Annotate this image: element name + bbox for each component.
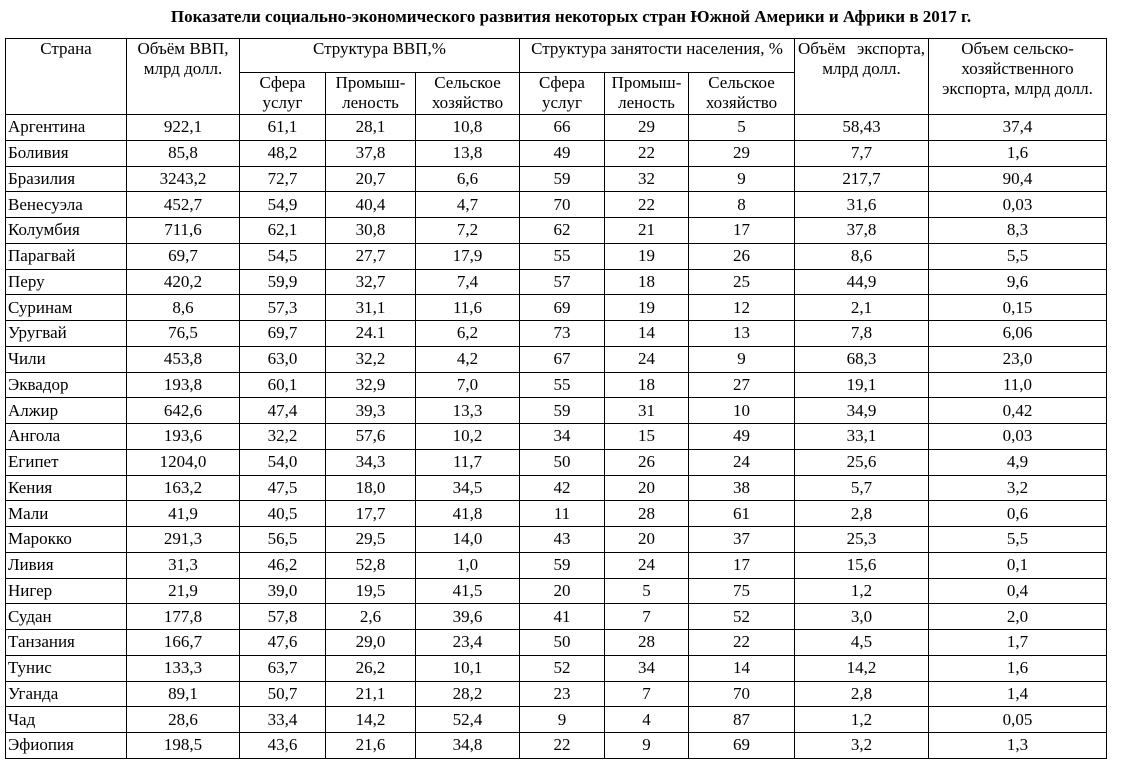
country-cell: Марокко [6,527,127,553]
emp-industry-cell: 28 [605,501,689,527]
emp-industry-cell: 21 [605,218,689,244]
country-cell: Ангола [6,424,127,450]
gdp-cell: 193,6 [127,424,240,450]
emp-industry-cell: 32 [605,166,689,192]
emp-agriculture-cell: 75 [689,578,795,604]
country-cell: Суринам [6,295,127,321]
gdp-industry-cell: 32,7 [326,269,416,295]
gdp-services-cell: 60,1 [240,372,326,398]
emp-services-cell: 57 [520,269,605,295]
emp-industry-cell: 15 [605,424,689,450]
country-cell: Бразилия [6,166,127,192]
agri-export-cell: 8,3 [929,218,1107,244]
emp-agriculture-cell: 13 [689,321,795,347]
agri-export-cell: 0,1 [929,552,1107,578]
gdp-services-cell: 56,5 [240,527,326,553]
emp-services-cell: 20 [520,578,605,604]
emp-agriculture-cell: 29 [689,140,795,166]
emp-agriculture-cell: 61 [689,501,795,527]
table-row [6,166,1107,192]
table-row [6,501,1107,527]
emp-industry-cell: 19 [605,295,689,321]
gdp-agriculture-cell: 7,4 [416,269,520,295]
gdp-agriculture-cell: 39,6 [416,604,520,630]
agri-export-cell: 2,0 [929,604,1107,630]
emp-services-cell: 42 [520,475,605,501]
gdp-services-cell: 63,0 [240,346,326,372]
table-row [6,218,1107,244]
gdp-agriculture-cell: 13,8 [416,140,520,166]
emp-agriculture-cell: 17 [689,552,795,578]
emp-services-cell: 49 [520,140,605,166]
export-cell: 217,7 [795,166,929,192]
table-row [6,604,1107,630]
gdp-services-cell: 32,2 [240,424,326,450]
header-export: Объём экспорта, млрд долл. [795,39,929,115]
emp-industry-cell: 22 [605,140,689,166]
emp-industry-cell: 20 [605,527,689,553]
country-cell: Эквадор [6,372,127,398]
header-agri-export: Объем сельско-хозяйственного экспорта, млрд долл. [929,39,1107,115]
emp-industry-cell: 26 [605,449,689,475]
header-emp-agriculture: Сельское хозяйство [689,73,795,115]
table-row [6,115,1107,141]
export-cell: 33,1 [795,424,929,450]
export-cell: 1,2 [795,707,929,733]
gdp-industry-cell: 34,3 [326,449,416,475]
gdp-industry-cell: 39,3 [326,398,416,424]
emp-services-cell: 11 [520,501,605,527]
gdp-industry-cell: 26,2 [326,655,416,681]
country-cell: Ливия [6,552,127,578]
gdp-cell: 31,3 [127,552,240,578]
gdp-cell: 8,6 [127,295,240,321]
gdp-industry-cell: 21,1 [326,681,416,707]
gdp-services-cell: 40,5 [240,501,326,527]
gdp-cell: 420,2 [127,269,240,295]
gdp-industry-cell: 20,7 [326,166,416,192]
gdp-agriculture-cell: 7,2 [416,218,520,244]
emp-services-cell: 22 [520,733,605,759]
country-cell: Египет [6,449,127,475]
emp-services-cell: 55 [520,372,605,398]
country-cell: Алжир [6,398,127,424]
gdp-industry-cell: 32,9 [326,372,416,398]
gdp-industry-cell: 21,6 [326,733,416,759]
export-cell: 7,8 [795,321,929,347]
gdp-services-cell: 54,5 [240,243,326,269]
page-title: Показатели социально-экономического развития некоторых стран Южной Америки и Африки в 2017 г. [170,7,972,26]
emp-services-cell: 59 [520,166,605,192]
gdp-cell: 166,7 [127,630,240,656]
agri-export-cell: 9,6 [929,269,1107,295]
gdp-industry-cell: 30,8 [326,218,416,244]
emp-agriculture-cell: 26 [689,243,795,269]
country-cell: Уругвай [6,321,127,347]
gdp-agriculture-cell: 14,0 [416,527,520,553]
header-emp-industry: Промыш-леность [605,73,689,115]
gdp-agriculture-cell: 6,6 [416,166,520,192]
agri-export-cell: 6,06 [929,321,1107,347]
country-cell: Боливия [6,140,127,166]
gdp-services-cell: 61,1 [240,115,326,141]
export-cell: 34,9 [795,398,929,424]
gdp-agriculture-cell: 13,3 [416,398,520,424]
emp-industry-cell: 18 [605,269,689,295]
country-cell: Колумбия [6,218,127,244]
emp-services-cell: 69 [520,295,605,321]
emp-industry-cell: 29 [605,115,689,141]
agri-export-cell: 5,5 [929,527,1107,553]
country-cell: Чили [6,346,127,372]
table-row [6,140,1107,166]
gdp-cell: 133,3 [127,655,240,681]
gdp-industry-cell: 27,7 [326,243,416,269]
table-row [6,630,1107,656]
emp-industry-cell: 24 [605,552,689,578]
agri-export-cell: 11,0 [929,372,1107,398]
gdp-agriculture-cell: 23,4 [416,630,520,656]
emp-agriculture-cell: 12 [689,295,795,321]
emp-industry-cell: 5 [605,578,689,604]
emp-agriculture-cell: 9 [689,346,795,372]
table-row [6,733,1107,759]
export-cell: 8,6 [795,243,929,269]
emp-services-cell: 50 [520,630,605,656]
gdp-industry-cell: 29,5 [326,527,416,553]
gdp-services-cell: 46,2 [240,552,326,578]
header-gdp-structure: Структура ВВП,% [240,39,520,73]
gdp-industry-cell: 31,1 [326,295,416,321]
gdp-agriculture-cell: 7,0 [416,372,520,398]
gdp-services-cell: 47,6 [240,630,326,656]
table-row [6,398,1107,424]
gdp-cell: 3243,2 [127,166,240,192]
gdp-services-cell: 57,8 [240,604,326,630]
gdp-services-cell: 48,2 [240,140,326,166]
emp-services-cell: 62 [520,218,605,244]
export-cell: 31,6 [795,192,929,218]
gdp-services-cell: 47,5 [240,475,326,501]
emp-agriculture-cell: 25 [689,269,795,295]
export-cell: 3,2 [795,733,929,759]
emp-industry-cell: 7 [605,681,689,707]
emp-industry-cell: 14 [605,321,689,347]
gdp-services-cell: 54,0 [240,449,326,475]
agri-export-cell: 0,4 [929,578,1107,604]
gdp-agriculture-cell: 6,2 [416,321,520,347]
emp-agriculture-cell: 38 [689,475,795,501]
gdp-services-cell: 63,7 [240,655,326,681]
export-cell: 7,7 [795,140,929,166]
gdp-services-cell: 50,7 [240,681,326,707]
gdp-cell: 21,9 [127,578,240,604]
gdp-agriculture-cell: 11,7 [416,449,520,475]
agri-export-cell: 0,05 [929,707,1107,733]
country-cell: Уганда [6,681,127,707]
emp-services-cell: 43 [520,527,605,553]
gdp-services-cell: 57,3 [240,295,326,321]
gdp-cell: 711,6 [127,218,240,244]
export-cell: 4,5 [795,630,929,656]
export-cell: 1,2 [795,578,929,604]
agri-export-cell: 0,03 [929,424,1107,450]
export-cell: 5,7 [795,475,929,501]
emp-agriculture-cell: 10 [689,398,795,424]
table-row [6,655,1107,681]
export-cell: 2,1 [795,295,929,321]
country-cell: Венесуэла [6,192,127,218]
agri-export-cell: 1,6 [929,655,1107,681]
emp-services-cell: 55 [520,243,605,269]
gdp-cell: 69,7 [127,243,240,269]
agri-export-cell: 4,9 [929,449,1107,475]
gdp-agriculture-cell: 28,2 [416,681,520,707]
emp-services-cell: 34 [520,424,605,450]
table-row [6,552,1107,578]
table-row [6,192,1107,218]
gdp-industry-cell: 52,8 [326,552,416,578]
country-cell: Мали [6,501,127,527]
gdp-services-cell: 33,4 [240,707,326,733]
gdp-cell: 193,8 [127,372,240,398]
country-cell: Аргентина [6,115,127,141]
emp-services-cell: 52 [520,655,605,681]
agri-export-cell: 1,4 [929,681,1107,707]
gdp-cell: 89,1 [127,681,240,707]
gdp-cell: 642,6 [127,398,240,424]
country-cell: Перу [6,269,127,295]
gdp-industry-cell: 18,0 [326,475,416,501]
agri-export-cell: 23,0 [929,346,1107,372]
gdp-industry-cell: 57,6 [326,424,416,450]
gdp-agriculture-cell: 41,5 [416,578,520,604]
table-row [6,346,1107,372]
export-cell: 25,3 [795,527,929,553]
gdp-cell: 76,5 [127,321,240,347]
country-cell: Кения [6,475,127,501]
gdp-agriculture-cell: 17,9 [416,243,520,269]
gdp-agriculture-cell: 11,6 [416,295,520,321]
emp-industry-cell: 24 [605,346,689,372]
country-cell: Тунис [6,655,127,681]
gdp-industry-cell: 24.1 [326,321,416,347]
agri-export-cell: 37,4 [929,115,1107,141]
emp-agriculture-cell: 9 [689,166,795,192]
emp-agriculture-cell: 24 [689,449,795,475]
gdp-cell: 177,8 [127,604,240,630]
emp-agriculture-cell: 14 [689,655,795,681]
gdp-agriculture-cell: 10,1 [416,655,520,681]
export-cell: 58,43 [795,115,929,141]
gdp-industry-cell: 28,1 [326,115,416,141]
table-row [6,269,1107,295]
gdp-services-cell: 62,1 [240,218,326,244]
emp-industry-cell: 34 [605,655,689,681]
table-body [6,115,1107,759]
gdp-agriculture-cell: 34,8 [416,733,520,759]
country-cell: Парагвай [6,243,127,269]
gdp-industry-cell: 19,5 [326,578,416,604]
table-row [6,295,1107,321]
emp-agriculture-cell: 69 [689,733,795,759]
gdp-services-cell: 59,9 [240,269,326,295]
gdp-industry-cell: 32,2 [326,346,416,372]
gdp-cell: 1204,0 [127,449,240,475]
emp-agriculture-cell: 37 [689,527,795,553]
gdp-cell: 452,7 [127,192,240,218]
header-country: Страна [6,39,127,115]
agri-export-cell: 0,15 [929,295,1107,321]
agri-export-cell: 5,5 [929,243,1107,269]
header-emp-services: Сфера услуг [520,73,605,115]
gdp-agriculture-cell: 52,4 [416,707,520,733]
emp-industry-cell: 31 [605,398,689,424]
gdp-agriculture-cell: 4,2 [416,346,520,372]
emp-services-cell: 66 [520,115,605,141]
table-row [6,578,1107,604]
emp-services-cell: 70 [520,192,605,218]
emp-agriculture-cell: 87 [689,707,795,733]
gdp-agriculture-cell: 10,2 [416,424,520,450]
gdp-cell: 922,1 [127,115,240,141]
export-cell: 15,6 [795,552,929,578]
emp-services-cell: 73 [520,321,605,347]
table-row [6,681,1107,707]
gdp-services-cell: 39,0 [240,578,326,604]
agri-export-cell: 1,3 [929,733,1107,759]
data-table [5,38,1107,759]
emp-agriculture-cell: 17 [689,218,795,244]
emp-services-cell: 59 [520,398,605,424]
emp-agriculture-cell: 8 [689,192,795,218]
export-cell: 68,3 [795,346,929,372]
table-row [6,424,1107,450]
emp-services-cell: 59 [520,552,605,578]
emp-industry-cell: 22 [605,192,689,218]
gdp-agriculture-cell: 10,8 [416,115,520,141]
emp-services-cell: 9 [520,707,605,733]
gdp-industry-cell: 17,7 [326,501,416,527]
emp-industry-cell: 20 [605,475,689,501]
gdp-cell: 198,5 [127,733,240,759]
agri-export-cell: 1,7 [929,630,1107,656]
export-cell: 25,6 [795,449,929,475]
export-cell: 44,9 [795,269,929,295]
header-gdp-services: Сфера услуг [240,73,326,115]
gdp-industry-cell: 29,0 [326,630,416,656]
emp-services-cell: 41 [520,604,605,630]
agri-export-cell: 90,4 [929,166,1107,192]
gdp-agriculture-cell: 1,0 [416,552,520,578]
emp-services-cell: 23 [520,681,605,707]
emp-services-cell: 50 [520,449,605,475]
export-cell: 14,2 [795,655,929,681]
emp-industry-cell: 7 [605,604,689,630]
gdp-industry-cell: 40,4 [326,192,416,218]
gdp-cell: 28,6 [127,707,240,733]
header-employment-structure: Структура занятости населения, % [520,39,795,73]
gdp-services-cell: 72,7 [240,166,326,192]
gdp-industry-cell: 37,8 [326,140,416,166]
export-cell: 2,8 [795,681,929,707]
gdp-services-cell: 43,6 [240,733,326,759]
agri-export-cell: 0,6 [929,501,1107,527]
country-cell: Чад [6,707,127,733]
agri-export-cell: 0,03 [929,192,1107,218]
gdp-services-cell: 47,4 [240,398,326,424]
country-cell: Судан [6,604,127,630]
header-gdp-industry: Промыш-леность [326,73,416,115]
table-row [6,449,1107,475]
header-gdp-agriculture: Сельское хозяйство [416,73,520,115]
country-cell: Танзания [6,630,127,656]
gdp-agriculture-cell: 34,5 [416,475,520,501]
agri-export-cell: 0,42 [929,398,1107,424]
emp-services-cell: 67 [520,346,605,372]
emp-industry-cell: 9 [605,733,689,759]
gdp-cell: 453,8 [127,346,240,372]
table-row [6,372,1107,398]
emp-agriculture-cell: 22 [689,630,795,656]
gdp-industry-cell: 2,6 [326,604,416,630]
emp-agriculture-cell: 52 [689,604,795,630]
emp-agriculture-cell: 5 [689,115,795,141]
export-cell: 2,8 [795,501,929,527]
emp-agriculture-cell: 70 [689,681,795,707]
agri-export-cell: 3,2 [929,475,1107,501]
table-row [6,243,1107,269]
export-cell: 19,1 [795,372,929,398]
agri-export-cell: 1,6 [929,140,1107,166]
emp-industry-cell: 18 [605,372,689,398]
emp-agriculture-cell: 49 [689,424,795,450]
emp-industry-cell: 19 [605,243,689,269]
export-cell: 3,0 [795,604,929,630]
gdp-cell: 291,3 [127,527,240,553]
emp-industry-cell: 28 [605,630,689,656]
gdp-cell: 85,8 [127,140,240,166]
country-cell: Эфиопия [6,733,127,759]
gdp-services-cell: 54,9 [240,192,326,218]
table-row [6,475,1107,501]
export-cell: 37,8 [795,218,929,244]
table-row [6,707,1107,733]
country-cell: Нигер [6,578,127,604]
emp-agriculture-cell: 27 [689,372,795,398]
gdp-cell: 41,9 [127,501,240,527]
gdp-cell: 163,2 [127,475,240,501]
gdp-agriculture-cell: 4,7 [416,192,520,218]
emp-industry-cell: 4 [605,707,689,733]
gdp-industry-cell: 14,2 [326,707,416,733]
table-row [6,321,1107,347]
header-gdp: Объём ВВП, млрд долл. [127,39,240,115]
table-row [6,527,1107,553]
gdp-services-cell: 69,7 [240,321,326,347]
gdp-agriculture-cell: 41,8 [416,501,520,527]
